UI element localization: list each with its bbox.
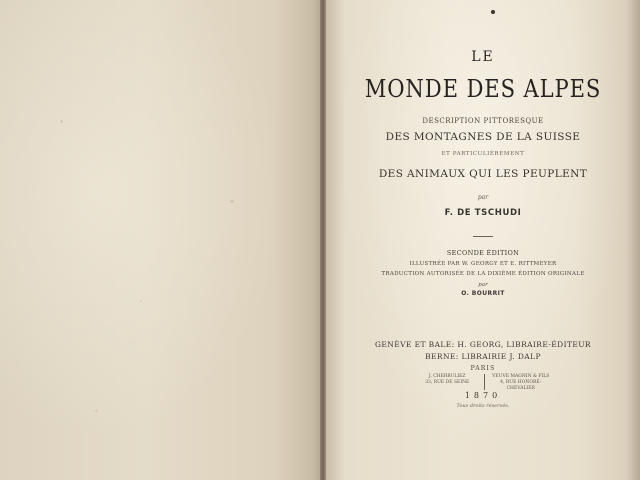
imprint-divider [484, 374, 485, 390]
imprint-left-name: J. CHERBULIEZ [428, 374, 466, 379]
imprint-right [488, 374, 555, 390]
ink-mark [491, 10, 495, 14]
imprint-left-address: 33, RUE DE SEINE [425, 380, 470, 385]
subtitle-connector: ET PARTICULIÈREMENT [441, 151, 525, 157]
foxing-spot [140, 300, 142, 302]
title-article: LE [471, 49, 495, 65]
foxing-spot [60, 120, 63, 123]
imprint-right-address: 4, RUE HONORÉ-CHEVALIER [500, 380, 542, 391]
imprint-right-name: VEUVE MAGNIN & FILS [492, 374, 550, 379]
foxing-spot [230, 200, 234, 203]
by-label: par [477, 194, 489, 201]
translation-line: TRADUCTION AUTORISÉE DE LA DIXIÈME ÉDITION ORIGINALE [381, 271, 585, 277]
translator-name: O. BOURRIT [461, 290, 505, 297]
subtitle-mountains: DES MONTAGNES DE LA SUISSE [385, 131, 581, 143]
paris-imprint [414, 374, 554, 390]
foxing-spot [95, 410, 98, 412]
subtitle-animals: DES ANIMAUX QUI LES PEUPLENT [378, 168, 588, 180]
publication-year: 1870 [464, 391, 502, 400]
imprint-left [414, 374, 481, 390]
book-title: MONDE DES ALPES [364, 75, 602, 103]
edition-label: SECONDE ÉDITION [446, 249, 520, 257]
divider-rule [473, 236, 493, 237]
city-paris: PARIS [470, 365, 496, 372]
rights-notice: Tous droits réservés. [456, 403, 510, 409]
publisher-geneva-basel: GENÈVE ET BALE: H. GEORG, LIBRAIRE-ÉDITEUR [375, 340, 591, 349]
page-edge-shadow [626, 0, 640, 480]
subtitle-description: DESCRIPTION PITTORESQUE [422, 117, 544, 125]
illustrators-line: ILLUSTRÉE PAR W. GEORGY ET E. RITTMEYER [409, 261, 557, 267]
by-label-translator: par [478, 282, 488, 288]
publisher-bern: BERNE: LIBRAIRIE J. DALP [425, 352, 541, 361]
author-name: F. DE TSCHUDI [444, 208, 522, 218]
title-page [326, 0, 640, 480]
